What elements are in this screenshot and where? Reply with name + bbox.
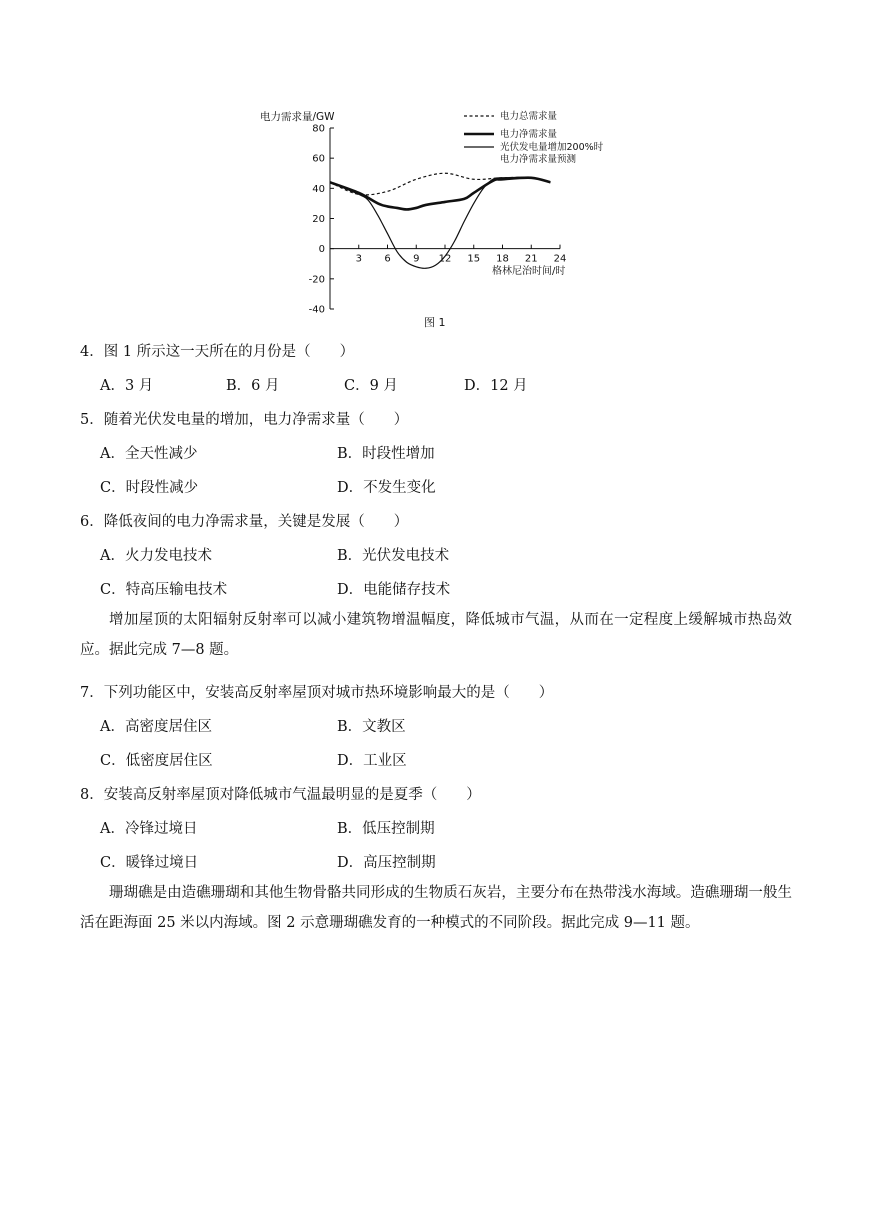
question-5-option-d[interactable]: D．不发生变化: [337, 480, 436, 496]
question-4-option-b[interactable]: B．6 月: [226, 378, 280, 394]
question-5-option-a[interactable]: A．全天性减少: [100, 446, 198, 462]
x-tick-label: 6: [384, 253, 391, 265]
question-8-option-d[interactable]: D．高压控制期: [337, 855, 436, 871]
legend-label-forecast: 光伏发电量增加200%时电力净需求量预测: [500, 142, 604, 165]
y-tick-label: 60: [312, 153, 325, 165]
question-5-option-c[interactable]: C．时段性减少: [100, 480, 199, 496]
question-6-option-b[interactable]: B．光伏发电技术: [337, 548, 450, 564]
x-tick-label: 18: [496, 253, 509, 265]
passage-7-8: 增加屋顶的太阳辐射反射率可以减小建筑物增温幅度，降低城市气温，从而在一定程度上缓解城市热岛效应。据此完成 7—8 题。: [80, 612, 792, 658]
y-tick-label: -20: [308, 274, 325, 286]
question-6-option-d[interactable]: D．电能储存技术: [337, 582, 451, 598]
y-tick-label: 40: [312, 183, 325, 195]
x-tick-label: 24: [553, 253, 567, 265]
question-4-option-d[interactable]: D．12 月: [464, 378, 528, 394]
question-8-option-b[interactable]: B．低压控制期: [337, 821, 435, 837]
question-7: 7．下列功能区中，安装高反射率屋顶对城市热环境影响最大的是（ ）: [80, 685, 554, 701]
question-4-option-a[interactable]: A．3 月: [100, 378, 154, 394]
legend-label-net: 电力净需求量: [500, 129, 558, 140]
x-tick-label: 12: [438, 253, 452, 265]
question-8-option-c[interactable]: C．暖锋过境日: [100, 855, 199, 871]
question-8: 8．安装高反射率屋顶对降低城市气温最明显的是夏季（ ）: [80, 787, 481, 803]
question-4-option-c[interactable]: C．9 月: [344, 378, 398, 394]
passage-9-11: 珊瑚礁是由造礁珊瑚和其他生物骨骼共同形成的生物质石灰岩，主要分布在热带浅水海域。造礁珊瑚一般生活在距海面 25 米以内海域。图 2 示意珊瑚礁发育的一种模式的不同阶段。据此完成 9—11 题。: [80, 885, 792, 931]
question-7-option-b[interactable]: B．文教区: [337, 719, 406, 735]
question-6-option-a[interactable]: A．火力发电技术: [100, 548, 212, 564]
x-tick-label: 3: [355, 253, 362, 265]
figure-caption: 图 1: [424, 316, 446, 329]
x-tick-label: 9: [413, 253, 420, 265]
question-6: 6．降低夜间的电力净需求量，关键是发展（ ）: [80, 514, 409, 530]
y-axis-label: 电力需求量/GW: [260, 111, 335, 123]
question-7-option-d[interactable]: D．工业区: [337, 753, 407, 769]
series-line-2: [330, 178, 550, 210]
legend-label-total: 电力总需求量: [500, 111, 558, 122]
y-tick-label: 80: [312, 123, 325, 135]
y-tick-label: 0: [318, 244, 325, 256]
series-line-1: [330, 173, 550, 195]
question-5-option-b[interactable]: B．时段性增加: [337, 446, 435, 462]
question-7-option-a[interactable]: A．高密度居住区: [100, 719, 212, 735]
power-demand-chart: [250, 104, 610, 336]
x-tick-label: 15: [467, 253, 481, 265]
x-tick-label: 21: [524, 253, 538, 265]
question-4: 4．图 1 所示这一天所在的月份是（ ）: [80, 344, 355, 360]
y-tick-label: 20: [312, 214, 325, 225]
question-7-option-c[interactable]: C．低密度居住区: [100, 753, 213, 769]
question-5: 5．随着光伏发电量的增加，电力净需求量（ ）: [80, 412, 409, 428]
x-axis-label: 格林尼治时间/时: [492, 266, 566, 277]
y-tick-label: -40: [308, 304, 325, 316]
question-6-option-c[interactable]: C．特高压输电技术: [100, 582, 228, 598]
question-8-option-a[interactable]: A．冷锋过境日: [100, 821, 198, 837]
chart-legend: [464, 110, 604, 165]
